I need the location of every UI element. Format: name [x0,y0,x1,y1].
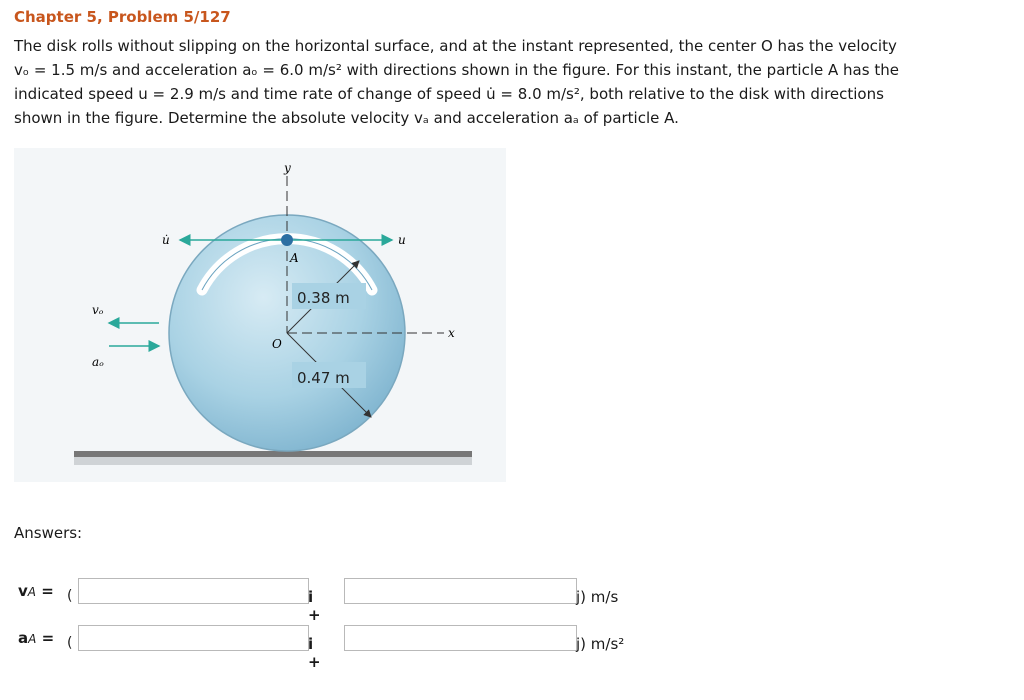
inner-radius-label: 0.38 m [297,289,350,307]
particle-A [281,234,293,246]
udot-label: u̇ [162,233,170,247]
x-axis-label: x [448,326,455,340]
problem-line-3: indicated speed u = 2.9 m/s and time rate of change of speed u̇ = 8.0 m/s², both relative to the disk with directions [14,85,884,103]
vo-label: vₒ [92,303,104,317]
outer-radius-label: 0.47 m [297,369,350,387]
u-label: u [398,233,406,247]
problem-title: Chapter 5, Problem 5/127 [14,8,231,26]
ao-label: aₒ [92,355,104,369]
vA-symbol: vA = [18,582,54,600]
problem-line-2: vₒ = 1.5 m/s and acceleration aₒ = 6.0 m/s² with directions shown in the figure. For this instant, the particle A has the [14,61,899,79]
problem-line-4: shown in the figure. Determine the absolute velocity vₐ and acceleration aₐ of particle A. [14,109,679,127]
A-label: A [290,251,299,265]
aA-i-input[interactable] [78,625,309,651]
aA-symbol: aA = [18,629,55,647]
vA-j-unit: j) m/s [576,588,619,606]
vA-paren: ( [67,588,73,604]
aA-j-unit: j) m/s² [576,635,625,653]
vA-i-input[interactable] [78,578,309,604]
aA-i-unit: i + [308,635,321,671]
y-axis-label: y [284,161,291,175]
ground-surface [74,451,472,457]
vA-j-input[interactable] [344,578,577,604]
vA-i-unit: i + [308,588,321,624]
problem-line-1: The disk rolls without slipping on the horizontal surface, and at the instant represented, the center O has the velocity [14,37,897,55]
disk-figure [14,148,506,482]
aA-paren: ( [67,635,73,651]
answers-heading: Answers: [14,524,83,542]
O-label: O [272,337,282,351]
aA-j-input[interactable] [344,625,577,651]
problem-statement [14,34,1019,130]
